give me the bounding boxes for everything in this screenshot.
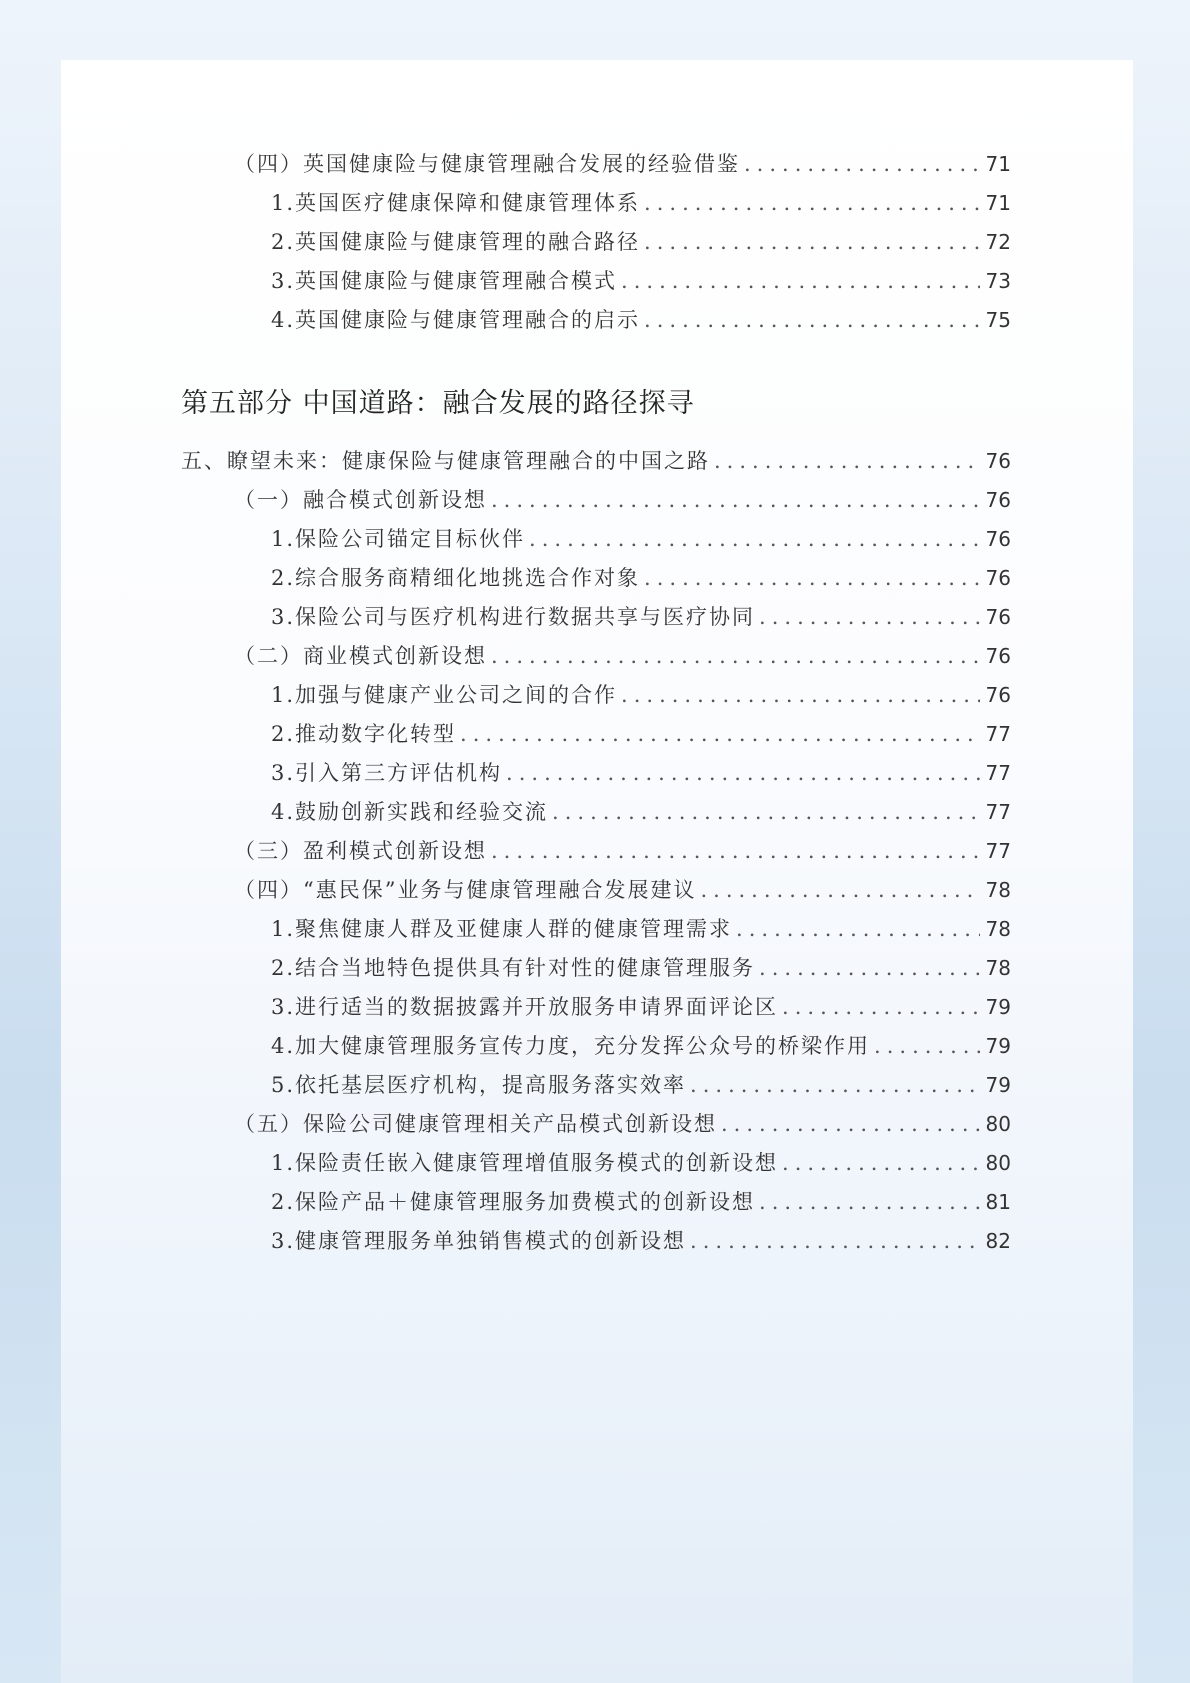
toc-dot-leader <box>690 1071 980 1099</box>
toc-dot-leader <box>721 1110 980 1138</box>
toc-entry-title: 2.综合服务商精细化地挑选合作对象 <box>271 566 641 590</box>
toc-dot-leader <box>644 564 980 592</box>
toc-entry[interactable] <box>234 486 1011 514</box>
toc-page-number: 78 <box>985 956 1011 980</box>
document-page <box>61 60 1133 1683</box>
toc-page-number: 80 <box>985 1151 1011 1175</box>
toc-entry-title: （四）英国健康险与健康管理融合发展的经验借鉴 <box>234 152 740 176</box>
toc-entry-title: 4.加大健康管理服务宣传力度，充分发挥公众号的桥梁作用 <box>271 1034 871 1058</box>
toc-page-number: 76 <box>985 605 1011 629</box>
toc-entry-title: （四）“惠民保”业务与健康管理融合发展建议 <box>234 878 697 902</box>
toc-page-number: 77 <box>985 722 1011 746</box>
toc-dot-leader <box>874 1032 980 1060</box>
toc-entry[interactable] <box>234 1110 1011 1138</box>
toc-entry[interactable] <box>271 1032 1011 1060</box>
toc-dot-leader <box>744 150 980 178</box>
toc-entry-title: 1.聚焦健康人群及亚健康人群的健康管理需求 <box>271 917 733 941</box>
toc-page-number: 71 <box>985 191 1011 215</box>
toc-entry[interactable] <box>271 267 1011 295</box>
toc-page-number: 73 <box>985 269 1011 293</box>
toc-entry-title: 1.保险公司锚定目标伙伴 <box>271 527 526 551</box>
toc-entry[interactable] <box>234 876 1011 904</box>
toc-entry[interactable] <box>234 150 1011 178</box>
toc-entry[interactable] <box>271 1071 1011 1099</box>
toc-entry[interactable] <box>271 798 1011 826</box>
toc-entry[interactable] <box>271 993 1011 1021</box>
toc-dot-leader <box>782 1149 980 1177</box>
toc-entry-title: （三）盈利模式创新设想 <box>234 839 487 863</box>
toc-entry-title: 5.依托基层医疗机构，提高服务落实效率 <box>271 1073 687 1097</box>
toc-entry-title: 3.保险公司与医疗机构进行数据共享与医疗协同 <box>271 605 756 629</box>
toc-page-number: 82 <box>985 1229 1011 1253</box>
toc-page-number: 76 <box>985 449 1011 473</box>
toc-entry-title: （五）保险公司健康管理相关产品模式创新设想 <box>234 1112 717 1136</box>
toc-entry-title: 1.英国医疗健康保障和健康管理体系 <box>271 191 641 215</box>
toc-page-number: 79 <box>985 1073 1011 1097</box>
toc-page-number: 80 <box>985 1112 1011 1136</box>
toc-entry-title: 4.鼓励创新实践和经验交流 <box>271 800 549 824</box>
toc-entry[interactable] <box>234 837 1011 865</box>
toc-entry[interactable] <box>234 642 1011 670</box>
toc-page-number: 76 <box>985 488 1011 512</box>
toc-entry-title: 1.保险责任嵌入健康管理增值服务模式的创新设想 <box>271 1151 779 1175</box>
toc-dot-leader <box>552 798 980 826</box>
toc-entry-title: 2.结合当地特色提供具有针对性的健康管理服务 <box>271 956 756 980</box>
toc-dot-leader <box>759 603 980 631</box>
toc-page-number: 76 <box>985 644 1011 668</box>
toc-dot-leader <box>491 486 980 514</box>
toc-page-number: 78 <box>985 878 1011 902</box>
toc-entry[interactable] <box>271 1188 1011 1216</box>
toc-entry[interactable] <box>271 228 1011 256</box>
toc-entry[interactable] <box>271 1227 1011 1255</box>
toc-entry-title: 3.健康管理服务单独销售模式的创新设想 <box>271 1229 687 1253</box>
toc-dot-leader <box>644 228 980 256</box>
toc-entry[interactable] <box>271 564 1011 592</box>
toc-dot-leader <box>621 681 980 709</box>
toc-dot-leader <box>529 525 980 553</box>
toc-entry-title: （一）融合模式创新设想 <box>234 488 487 512</box>
toc-entry-title: 3.进行适当的数据披露并开放服务申请界面评论区 <box>271 995 779 1019</box>
toc-dot-leader <box>782 993 980 1021</box>
toc-dot-leader <box>714 447 980 475</box>
toc-dot-leader <box>491 837 980 865</box>
toc-entry-title: 2.英国健康险与健康管理的融合路径 <box>271 230 641 254</box>
toc-entry-title: 2.保险产品＋健康管理服务加费模式的创新设想 <box>271 1190 756 1214</box>
toc-dot-leader <box>644 189 980 217</box>
toc-dot-leader <box>759 954 980 982</box>
toc-page-number: 77 <box>985 800 1011 824</box>
toc-dot-leader <box>491 642 980 670</box>
toc-page-number: 81 <box>985 1190 1011 1214</box>
toc-dot-leader <box>644 306 980 334</box>
toc-entry[interactable] <box>271 759 1011 787</box>
part-heading: 第五部分 中国道路：融合发展的路径探寻 <box>181 388 695 419</box>
toc-dot-leader <box>736 915 980 943</box>
toc-page-number: 72 <box>985 230 1011 254</box>
toc-entry[interactable] <box>271 915 1011 943</box>
toc-page-number: 78 <box>985 917 1011 941</box>
toc-page-number: 75 <box>985 308 1011 332</box>
toc-dot-leader <box>506 759 980 787</box>
toc-dot-leader <box>690 1227 980 1255</box>
toc-entry-title: （二）商业模式创新设想 <box>234 644 487 668</box>
toc-entry[interactable] <box>271 1149 1011 1177</box>
toc-entry-title: 五、瞭望未来：健康保险与健康管理融合的中国之路 <box>181 449 710 473</box>
toc-entry-title: 3.引入第三方评估机构 <box>271 761 503 785</box>
toc-page-number: 77 <box>985 839 1011 863</box>
toc-page-number: 76 <box>985 683 1011 707</box>
toc-dot-leader <box>759 1188 980 1216</box>
toc-dot-leader <box>700 876 979 904</box>
toc-page-number: 71 <box>985 152 1011 176</box>
toc-page-number: 76 <box>985 566 1011 590</box>
toc-entry-title: 4.英国健康险与健康管理融合的启示 <box>271 308 641 332</box>
toc-entry[interactable] <box>271 603 1011 631</box>
toc-entry-title: 1.加强与健康产业公司之间的合作 <box>271 683 618 707</box>
toc-entry-title: 2.推动数字化转型 <box>271 722 457 746</box>
toc-entry[interactable] <box>181 447 1011 475</box>
toc-entry[interactable] <box>271 681 1011 709</box>
toc-dot-leader <box>621 267 980 295</box>
toc-entry[interactable] <box>271 954 1011 982</box>
toc-page-number: 77 <box>985 761 1011 785</box>
toc-dot-leader <box>460 720 980 748</box>
toc-entry-title: 3.英国健康险与健康管理融合模式 <box>271 269 618 293</box>
toc-entry[interactable] <box>271 525 1011 553</box>
toc-page-number: 79 <box>985 1034 1011 1058</box>
toc-entry[interactable] <box>271 720 1011 748</box>
toc-entry[interactable] <box>271 189 1011 217</box>
toc-page-number: 76 <box>985 527 1011 551</box>
toc-page-number: 79 <box>985 995 1011 1019</box>
toc-entry[interactable] <box>271 306 1011 334</box>
